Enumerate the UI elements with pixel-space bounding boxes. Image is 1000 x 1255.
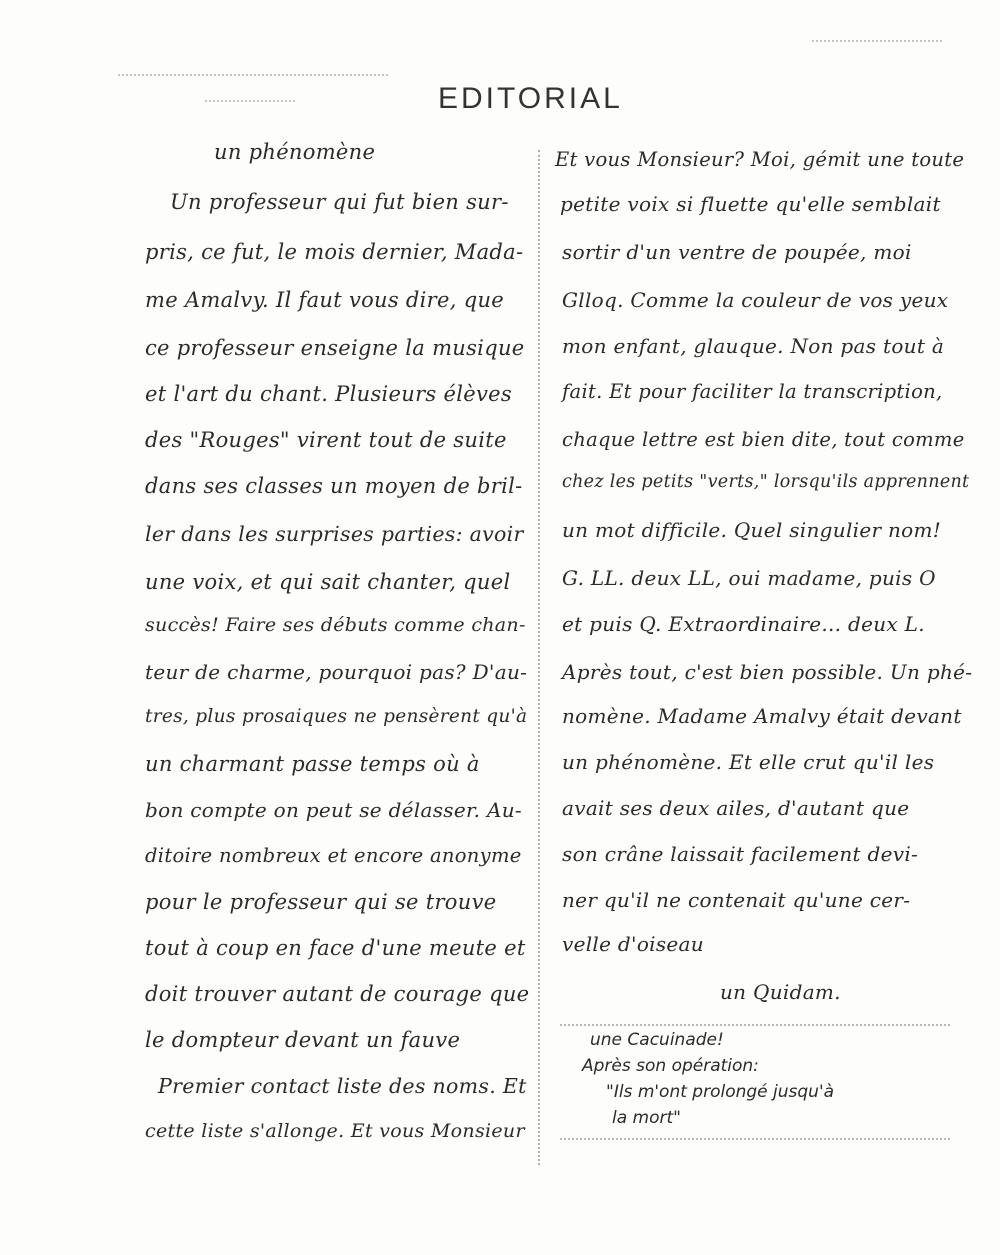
right-line: Et vous Monsieur? Moi, gémit une toute — [555, 148, 965, 171]
right-line: ner qu'il ne contenait qu'une cer- — [562, 888, 911, 912]
note-line: la mort" — [612, 1108, 681, 1128]
left-line: tres, plus prosaiques ne pensèrent qu'à — [145, 706, 528, 727]
left-line: une voix, et qui sait chanter, quel — [145, 570, 511, 594]
right-line: un phénomène. Et elle crut qu'il les — [562, 750, 935, 774]
scan-mark-top-left — [118, 74, 388, 76]
right-line: velle d'oiseau — [562, 932, 704, 956]
editorial-title: EDITORIAL — [438, 82, 623, 115]
right-line: Après tout, c'est bien possible. Un phé- — [562, 660, 973, 684]
right-line: chaque lettre est bien dite, tout comme — [562, 428, 965, 451]
left-line: tout à coup en face d'une meute et — [145, 936, 526, 960]
left-line: teur de charme, pourquoi pas? D'au- — [145, 660, 528, 684]
left-line: doit trouver autant de courage que — [145, 982, 530, 1006]
left-line: le dompteur devant un fauve — [145, 1028, 461, 1052]
signature: un Quidam. — [720, 980, 841, 1004]
right-line: mon enfant, glauque. Non pas tout à — [562, 334, 945, 358]
left-line: pour le professeur qui se trouve — [145, 890, 497, 914]
left-line: succès! Faire ses débuts comme chan- — [145, 614, 526, 636]
left-line: bon compte on peut se délasser. Au- — [145, 798, 522, 822]
left-line: dans ses classes un moyen de bril- — [145, 474, 523, 498]
left-line: des "Rouges" virent tout de suite — [145, 428, 507, 452]
note-box-top-rule — [560, 1024, 950, 1026]
note-line: Après son opération: — [582, 1056, 759, 1076]
right-line: son crâne laissait facilement devi- — [562, 842, 919, 866]
right-line: et puis Q. Extraordinaire... deux L. — [562, 612, 925, 636]
left-line: ce professeur enseigne la musique — [145, 336, 525, 360]
right-line: chez les petits "verts," lorsqu'ils apprennent — [562, 472, 970, 492]
column-divider — [538, 150, 540, 1165]
left-line: Premier contact liste des noms. Et — [158, 1074, 527, 1098]
note-box-bottom-rule — [560, 1138, 950, 1140]
left-line: ler dans les surprises parties: avoir — [145, 522, 524, 546]
right-line: un mot difficile. Quel singulier nom! — [562, 518, 942, 542]
left-line: Un professeur qui fut bien sur- — [170, 190, 509, 214]
left-line: un charmant passe temps où à — [145, 752, 480, 776]
right-line: Glloq. Comme la couleur de vos yeux — [562, 288, 949, 312]
right-line: nomène. Madame Amalvy était devant — [562, 704, 962, 728]
right-line: petite voix si fluette qu'elle semblait — [560, 192, 941, 216]
right-line: fait. Et pour faciliter la transcription, — [562, 380, 943, 403]
scan-mark-top-left-2 — [205, 100, 295, 102]
scan-mark-top-right — [812, 40, 942, 42]
note-line: "Ils m'ont prolongé jusqu'à — [606, 1082, 835, 1102]
right-line: G. LL. deux LL, oui madame, puis O — [562, 566, 936, 590]
left-line: ditoire nombreux et encore anonyme — [145, 844, 522, 867]
left-line: pris, ce fut, le mois dernier, Mada- — [145, 240, 524, 264]
left-line: me Amalvy. Il faut vous dire, que — [145, 288, 504, 312]
right-line: avait ses deux ailes, d'autant que — [562, 796, 910, 820]
left-line: cette liste s'allonge. Et vous Monsieur — [145, 1120, 525, 1142]
right-line: sortir d'un ventre de poupée, moi — [562, 240, 912, 264]
section-heading: un phénomène — [214, 140, 376, 164]
left-line: et l'art du chant. Plusieurs élèves — [145, 382, 512, 406]
note-line: une Cacuinade! — [590, 1030, 724, 1050]
